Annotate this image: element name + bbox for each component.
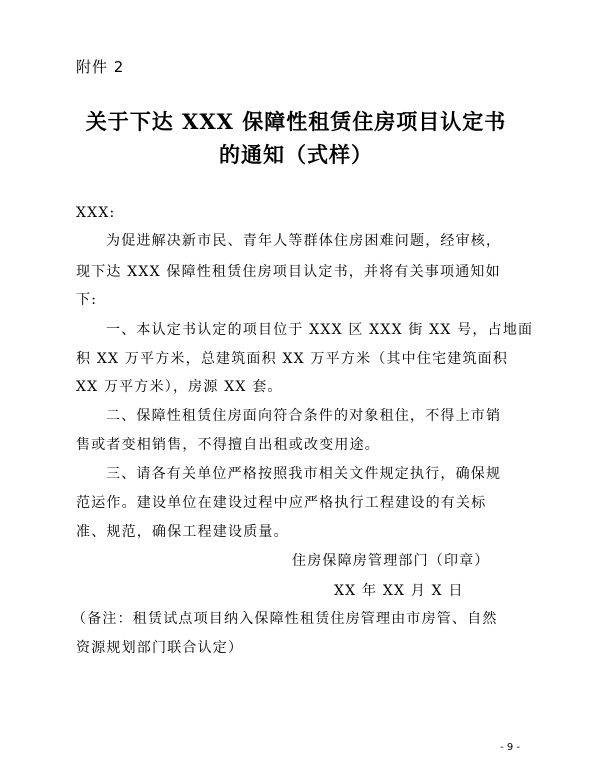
salutation: XXX:: [76, 205, 116, 221]
note-line-2: 资源规划部门联合认定）: [76, 640, 244, 656]
item2-line-2: 售或者变相销售，不得擅自出租或改变用途。: [76, 437, 380, 453]
title-line-2: 的通知（式样）: [219, 142, 373, 167]
item1-line-3: XX 万平方米），房源 XX 套。: [76, 379, 283, 395]
note-line-1: （备注：租赁试点项目纳入保障性租赁住房管理由市房管、自然: [72, 611, 498, 627]
item1-line-2: 积 XX 万平方米，总建筑面积 XX 万平方米（其中住宅建筑面积: [76, 351, 509, 367]
intro-line-1: 为促进解决新市民、青年人等群体住房困难问题，经审核，: [106, 233, 502, 249]
title-line-1: 关于下达 XXX 保障性租赁住房项目认定书: [85, 109, 507, 134]
item3-line-3: 准、规范，确保工程建设质量。: [76, 524, 289, 540]
date-line: XX 年 XX 月 X 日: [334, 583, 464, 599]
intro-line-3: 下:: [76, 292, 98, 308]
item3-line-1: 三、请各有关单位严格按照我市相关文件规定执行，确保规: [106, 466, 502, 482]
intro-line-2: 现下达 XXX 保障性租赁住房项目认定书，并将有关事项通知如: [76, 264, 501, 280]
issuer-line: 住房保障房管理部门（印章）: [292, 553, 490, 569]
item1-line-1: 一、本认定书认定的项目位于 XXX 区 XXX 街 XX 号，占地面: [106, 322, 534, 338]
page-number: - 9 -: [500, 742, 520, 753]
item3-line-2: 范运作。建设单位在建设过程中应严格执行工程建设的有关标: [76, 495, 487, 511]
attachment-label: 附件 2: [76, 58, 125, 76]
item2-line-1: 二、保障性租赁住房面向符合条件的对象租住，不得上市销: [106, 408, 502, 424]
